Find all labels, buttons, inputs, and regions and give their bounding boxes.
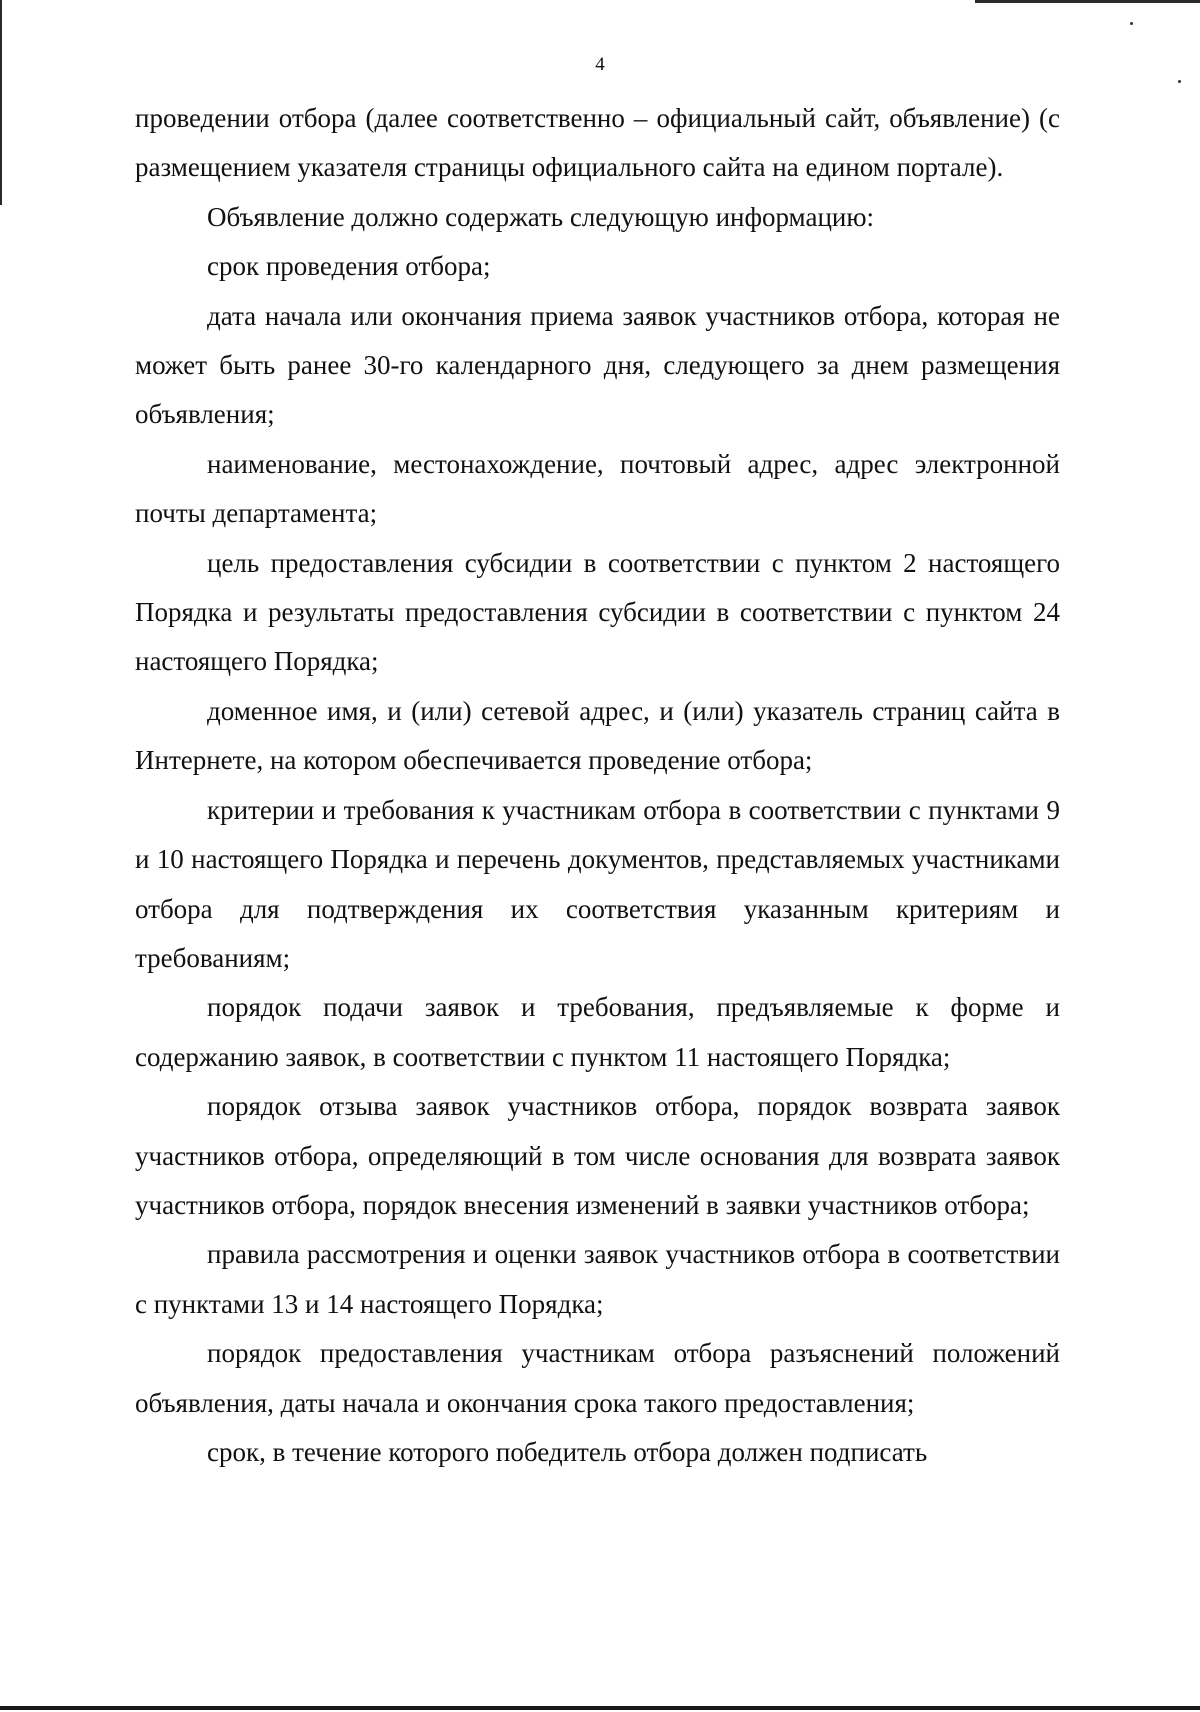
paragraph: наименование, местонахождение, почтовый адрес, адрес электронной почты департамента; <box>135 448 1060 529</box>
scan-edge-left <box>0 0 2 205</box>
paragraph: срок проведения отбора; <box>207 251 491 282</box>
scan-speck <box>1130 22 1133 25</box>
paragraph: проведении отбора (далее соответственно – официальный сайт, объявление) (с размещением указателя страницы официального сайта на едином портале). <box>135 103 1060 183</box>
paragraph: порядок подачи заявок и требования, предъявляемые к форме и содержанию заявок, в соответствии с пунктом 11 настоящего Порядка; <box>135 992 1060 1072</box>
paragraph: доменное имя, и (или) сетевой адрес, и (или) указатель страниц сайта в Интернете, на котором обеспечивается проведение отбора; <box>135 695 1060 776</box>
paragraph: порядок отзыва заявок участников отбора, порядок возврата заявок участников отбора, определяющий в том числе основания для возврата заявок участников отбора, порядок внесения изменений в заявки участников отбора; <box>135 1091 1060 1220</box>
page-number: 4 <box>595 54 605 75</box>
paragraph: правила рассмотрения и оценки заявок участников отбора в соответствии с пунктами 13 и 14 настоящего Порядка; <box>135 1239 1060 1319</box>
paragraph: срок, в течение которого победитель отбора должен подписать <box>207 1436 928 1467</box>
scan-edge-bottom <box>0 1706 1200 1710</box>
paragraph: критерии и требования к участникам отбора в соответствии с пунктами 9 и 10 настоящего Порядка и перечень документов, представляемых участниками отбора для подтверждения их соответствия указанным критериям и требованиям; <box>135 794 1060 973</box>
document-body <box>135 94 1060 1477</box>
paragraph: порядок предоставления участникам отбора разъяснений положений объявления, даты начала и окончания срока такого предоставления; <box>135 1338 1060 1418</box>
paragraph: Объявление должно содержать следующую информацию: <box>207 201 875 232</box>
scan-edge-top <box>975 0 1200 3</box>
paragraph: цель предоставления субсидии в соответствии с пунктом 2 настоящего Порядка и результаты предоставления субсидии в соответствии с пунктом 24 настоящего Порядка; <box>135 547 1060 677</box>
paragraph: дата начала или окончания приема заявок участников отбора, которая не может быть ранее 30-го календарного дня, следующего за днем размещения объявления; <box>135 300 1060 430</box>
scan-speck <box>1178 80 1181 83</box>
